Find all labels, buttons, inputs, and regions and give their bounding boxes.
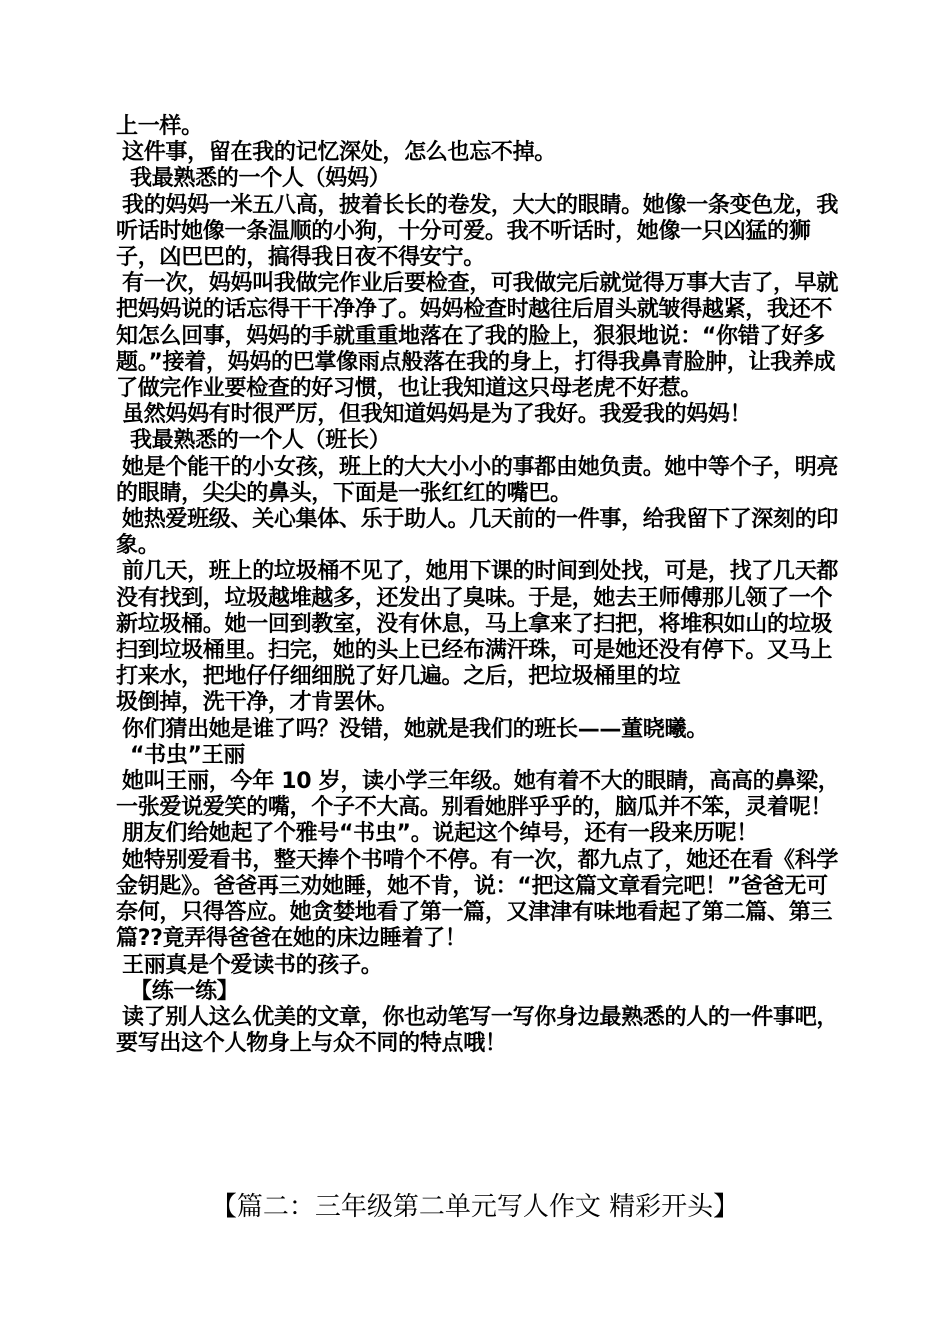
paragraph: 圾倒掉，洗干净，才肯罢休。 xyxy=(116,690,399,716)
paragraph: 你们猜出她是谁了吗？没错，她就是我们的班长——董晓曦。 xyxy=(122,716,708,742)
paragraph: 读了别人这么优美的文章，你也动笔写一写你身边最熟悉的人的一件事吧，要写出这个人物身上与众不同的特点哦！ xyxy=(116,1004,839,1057)
paragraph: 她热爱班级、关心集体、乐于助人。几天前的一件事，给我留下了深刻的印象。 xyxy=(116,507,839,559)
paragraph: 她是个能干的小女孩，班上的大大小小的事都由她负责。她中等个子，明亮的眼睛，尖尖的鼻头，下面是一张红红的嘴巴。 xyxy=(116,454,839,506)
paragraph: 这件事，留在我的记忆深处，怎么也忘不掉。 xyxy=(122,140,557,166)
paragraph: 她叫王丽，今年 10 岁，读小学三年级。她有着不大的眼睛，高高的鼻梁，一张爱说爱笑的嘴，个子不大高。别看她胖乎乎的，脑瓜并不笨，灵着呢！ xyxy=(116,769,840,821)
paragraph: 前几天，班上的垃圾桶不见了，她用下课的时间到处找，可是，找了几天都没有找到，垃圾越堆越多，还发出了臭味。于是，她去王师傅那儿领了一个新垃圾桶。她一回到教室，没有休息，马上拿来了扫把，将堆积如山的垃圾扫到垃圾桶里。扫完，她的头上已经布满汗珠，可是她还没有停下。又马上打来水，把地仔仔细细脱了好几遍。之后，把垃圾桶里的垃 xyxy=(116,559,839,690)
paragraph: 我的妈妈一米五八高，披着长长的卷发，大大的眼睛。她像一条变色龙，我听话时她像一条温顺的小狗，十分可爱。我不听话时，她像一只凶猛的狮子，凶巴巴的，搞得我日夜不得安宁。 xyxy=(116,192,839,271)
paragraph: 虽然妈妈有时很严厉，但我知道妈妈是为了我好。我爱我的妈妈！ xyxy=(122,402,752,428)
section-heading: 我最熟悉的一个人（班长） xyxy=(130,428,391,454)
paragraph: 她特别爱看书，整天捧个书啃个不停。有一次，都九点了，她还在看《科学金钥匙》。爸爸再三劝她睡，她不肯，说：“把这篇文章看完吧！”爸爸无可奈何，只得答应。她贪婪地看了第一篇，又津津有味地看起了第二篇、第三篇??竟弄得爸爸在她的床边睡着了！ xyxy=(116,847,839,952)
paragraph: 王丽真是个爱读书的孩子。 xyxy=(122,952,383,978)
paragraph: 有一次，妈妈叫我做完作业后要检查，可我做完后就觉得万事大吉了，早就把妈妈说的话忘得干干净净了。妈妈检查时越往后眉头就皱得越紧，我还不知怎么回事，妈妈的手就重重地落在了我的脸上，狠狠地说：“你错了好多题。”接着，妈妈的巴掌像雨点般落在我的身上，打得我鼻青脸肿，让我养成了做完作业要检查的好习惯，也让我知道这只母老虎不好惹。 xyxy=(116,271,839,402)
paragraph: 上一样。 xyxy=(116,114,203,139)
paragraph: 朋友们给她起了个雅号“书虫”。说起这个绰号，还有一段来历呢！ xyxy=(122,821,758,847)
footer-heading: 【篇二：三年级第二单元写人作文 精彩开头】 xyxy=(210,1192,740,1222)
article-body xyxy=(116,114,846,1057)
section-heading: “书虫”王丽 xyxy=(130,742,246,768)
section-heading: 【练一练】 xyxy=(130,978,239,1004)
section-heading: 我最熟悉的一个人（妈妈） xyxy=(130,166,391,192)
